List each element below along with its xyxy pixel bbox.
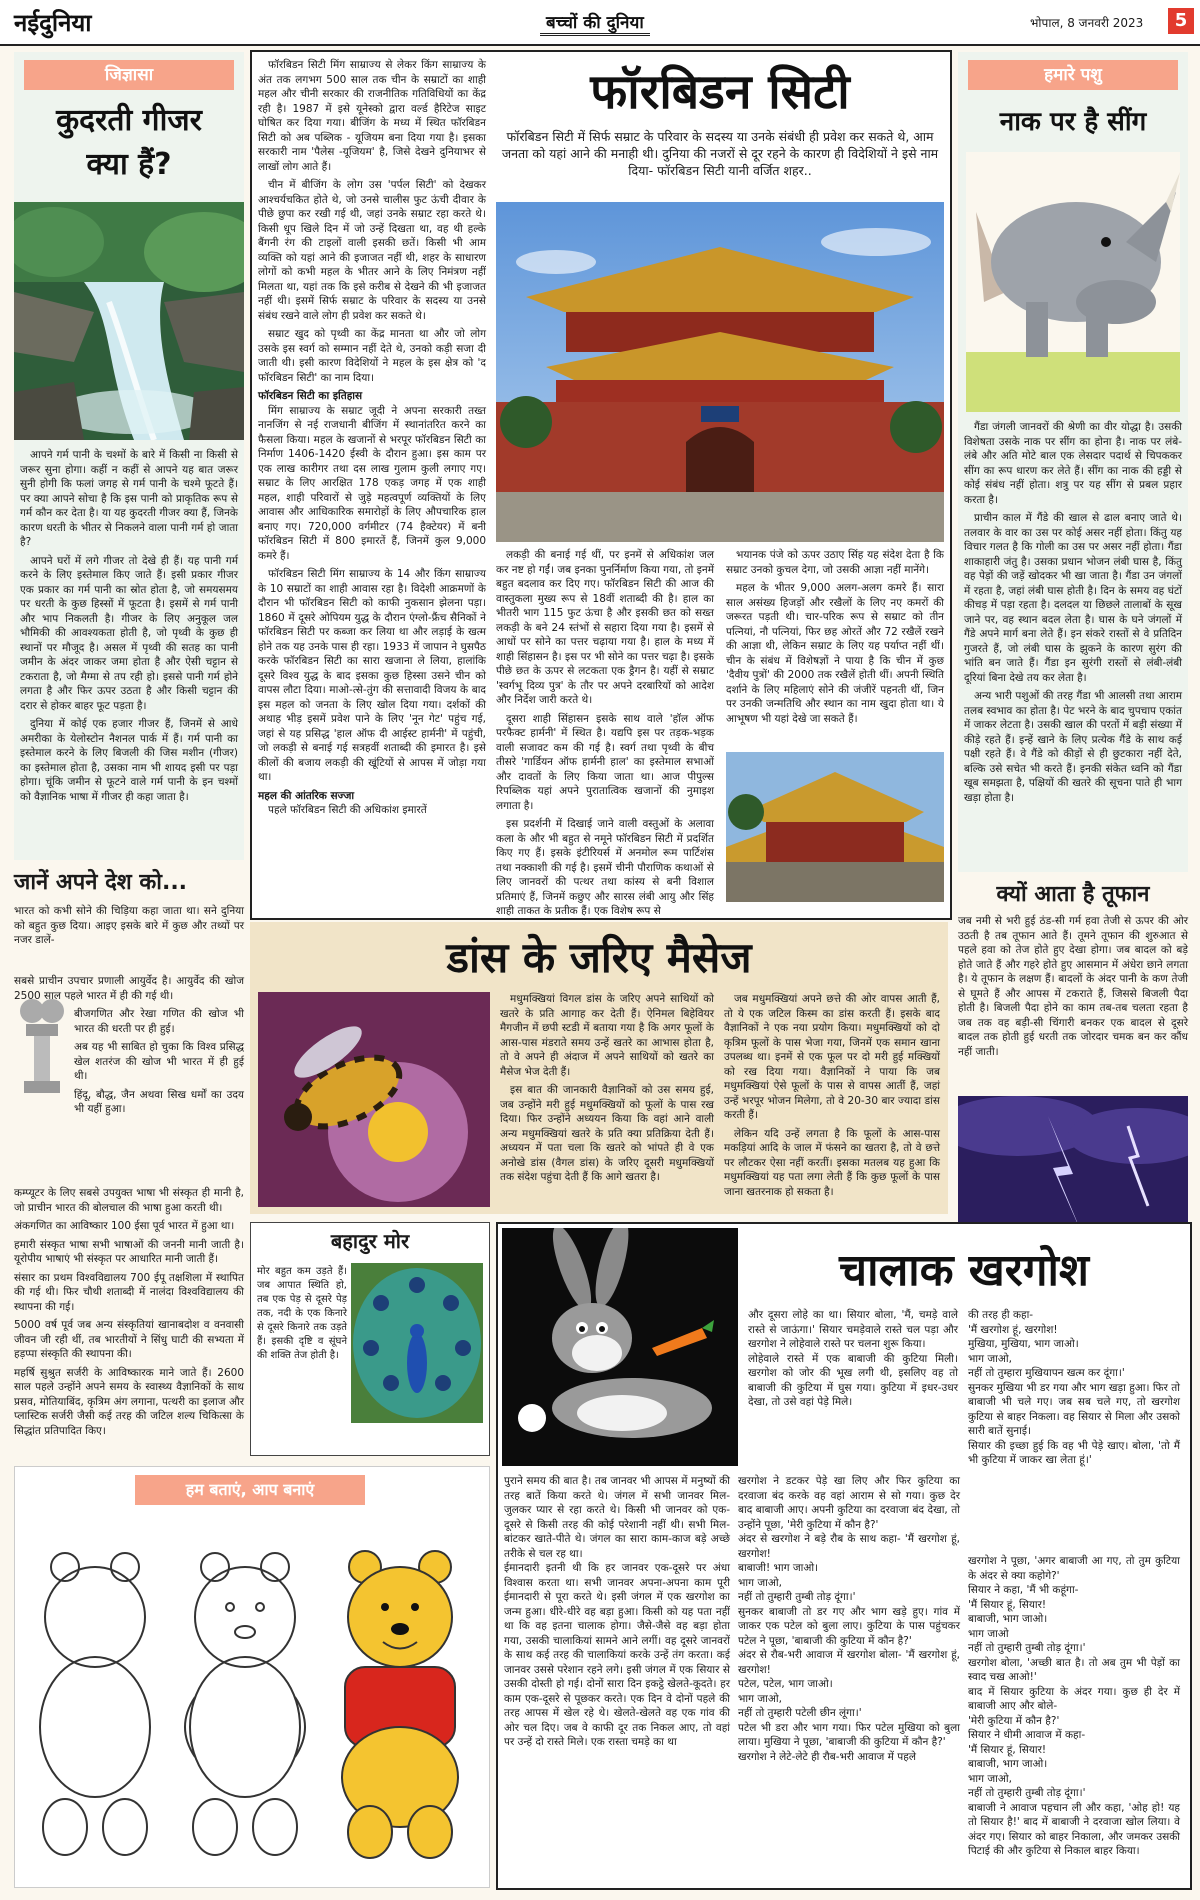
animal-paragraph: प्राचीन काल में गैंडे की खाल से ढाल बनाए जाते थे। तलवार के वार का उस पर कोई असर नहीं होता। किंतु यह विचार गलत है कि गोली का उस पर असर नहीं होता। गैंडा शाकाहारी जंतु है। उसका प्रधान भोजन लंबी घास है, किंतु वह पेड़ों की जड़ें खोदकर भी खा जाता है। गैंडा उन जंगलों में रहता है, जहां लंबी घास होती है। दिन के समय वह घंटों कीचड़ में पड़ा रहता है। दलदल या छिछले तालाबों के सूख जाने पर, वह स्थान बदल लेता है। घास के घने जंगलों में गैंडे अपने मार्ग बना लेते हैं। इन संकरे रास्तों से वे प्रतिदिन गुजरते हैं, जो लंबी घास के झुकने के कारण सुरंग की भांति बन जाते हैं। गैंडा इन सुरंगी रास्तों से लंबी-लंबी दूरियां बिना देखे तय कर लेता है। — [964, 512, 1182, 684]
forbidden-paragraph: चीन में बीजिंग के लोग उस 'पर्पल सिटी' को देखकर आश्चर्यचकित होते थे, जो उनसे चालीस फुट ऊंची दीवार के पीछे छुपा कर रखी गई थी, जहां उनके सम्राट रहा करते थे। किसी धूप खिले दिन में जो उन्हें दिखता था, वह थी हल्के बैंगनी रंग की टाइलों वाली इसकी छतें। किसी भी आम व्यक्ति को यहां आने की इजाजत नहीं थी, शहर के साधारण लोगों को कभी महल के भीतर आने के लिए निमंत्रण नहीं मिलता था, यहां तक कि इसे करीब से देखने की भी इजाजत नहीं थी। इसमें सिर्फ सम्राट के परिवार के सदस्य या उनसे संबंध रखने वाले लोग ही प्रवेश कर सकते थे। — [258, 179, 486, 322]
rabbit-col1: पुराने समय की बात है। तब जानवर भी आपस में मनुष्यों की तरह बातें किया करते थे। जंगल में सभी जानवर मिल-जुलकर प्यार से रहा करते थे। किसी भी जानवर को एक-दूसरे से किसी तरह की कोई परेशानी नहीं थी। सभी मिल-बांटकर खाते-पीते थे। जंगल का सारा काम-काज बड़े अच्छे तरीके से चल रह था। ईमानदारी इतनी थी कि हर जानवर एक-दूसरे पर अंधा विश्वास करता था। सभी जानवर अपना-अपना काम पूरी ईमानदारी से पूरा करते थे। इसी जंगल में एक खरगोश का जन्म हुआ। धीरे-धीरे वह बड़ा हुआ। किसी को यह पता नहीं था कि वह इतना चालाक होगा। जैसे-जैसे वह बड़ा होता गया, उसकी चालाकियां सामने आने लगीं। वह दूसरे जानवरों के साथ कई तरह की चालाकियां करके उन्हें तंग करता। कई जानवर उससे परेशान रहने लगे। इसी जंगल में एक सियार से उसकी दोस्ती हो गई। दोनों सारा दिन इकट्ठे खेलते-कूदते। हर काम एक-दूसरे से पूछकर करते। एक दिन वे दोनों पहले की तरह आपस में खेल रहे थे। खेलते-खेलते वह एक गांव की ओर चल दिए। जब वे काफी दूर तक निकल आए, तो वहां पर उन्हें दो रास्ते मिले। एक रास्ता चमड़े का था — [504, 1475, 730, 1748]
fact-item: कम्प्यूटर के लिए सबसे उपयुक्त भाषा भी संस्कृत ही मानी है, जो प्राचीन भारत की बोलचाल की भाषा हुआ करती थी। — [14, 1187, 244, 1214]
section-tag: हमारे पशु — [968, 60, 1178, 90]
forbidden-subheading-interior: महल की आंतरिक सज्जा — [258, 789, 355, 802]
bahadur-heading: बहादुर मोर — [330, 1229, 410, 1253]
forbidden-deck: फॉरबिडन सिटी में सिर्फ सम्राट के परिवार के सदस्य या उनके संबंधी ही प्रवेश कर सकते थे, आम जनता को यहां आने की मनाही थी। दुनिया की नजरों से दूर रहने के कारण ही विदेशियों ने इसे नाम दिया- फॉरबिडन सिटी यानी वर्जित शहर.. — [501, 129, 939, 178]
rhino-illustration — [966, 152, 1180, 412]
fact-item: सबसे प्राचीन उपचार प्रणाली आयुर्वेद है। आयुर्वेद की खोज 2500 साल पहले भारत में ही की गई थी। — [14, 975, 244, 1002]
forbidden-paragraph: फॉरबिडन सिटी मिंग साम्राज्य के 14 और किंग साम्राज्य के 10 सम्राटों का शाही आवास रहा है। विदेशी आक्रमणों के दौरान भी फॉरबिडन सिटी को काफी नुकसान झेलना पड़ा। 1860 में दूसरे ओपियम युद्ध के दौरान एंग्लो-फ्रैंच सैनिकों ने फॉरबिडन सिटी पर कब्जा कर लिया था और लड़ाई के खत्म होने तक यह उनके पास ही रहा। 1933 में जापान ने घुसपैठ करके फॉरबिडन सिटी का सारा खजाना ले लिया, हालांकि दूसरे विश्व युद्ध के बाद इसका कुछ हिस्सा उसने चीन को वापस लौटा दिया। माओ-त्से-तुंग की सत्तावादी विजय के बाद इस महल को जनता के लिए खोल दिया गया। दर्शकों की अथाह भीड़ इसमें प्रवेश पाने के लिए 'नून गेट' पहुंच गई, जहां से यह प्रसिद्ध 'हाल ऑफ दी आईस्ट हार्मनी' में पहुंची, जो लकड़ी से बनाई गई सत्रहवीं शताब्दी की इमारत है। इसे कीलों की बजाय लकड़ी की खूंटियों से आपस में जोड़ा गया था। — [258, 568, 486, 783]
desh-intro: भारत को कभी सोने की चिड़िया कहा जाता था। सने दुनिया को बहुत कुछ दिया। आइए इसके बारे में कुछ और तथ्यों पर नजर डालें- — [14, 905, 244, 946]
forbidden-col1 — [258, 58, 486, 822]
forbidden-headline: फॉरबिडन सिटी — [590, 64, 850, 120]
dance-col2 — [724, 992, 940, 1203]
bear-sketch-step1 — [25, 1527, 165, 1867]
dance-paragraph: लेकिन यदि उन्हें लगता है कि फूलों के आस-पास मकड़ियां आदि के जाल में फंसने का खतरा है, तो वे छत्ते पर लौटकर ऐसा नहीं करतीं। इसका मतलब यह हुआ कि मधुमक्खियां यह पता लगा लेती हैं कि कुछ फूलों के पास जाना खतरनाक हो सकता है। — [724, 1127, 940, 1198]
storm-text: जब नमी से भरी हुई ठंड-सी गर्म हवा तेजी से ऊपर की ओर उठती है तब तूफान आते हैं। तूमने तूफान की शुरुआत से पहले हवा को तेज होते हुए देखा होगा। जब बादल को बड़े होते जाते हैं और गहरे होते हुए आसमान में अंधेरा छाने लगता है। ये तूफान के लक्षण हैं। बादलों के अंदर पानी के कण तेजी से घूमते हैं और आपस में टकराते हैं, जिससे बिजली पैदा होती है। बिजली पैदा होने का काम तब-तब चलता रहता है जब तक वह बड़ी-सी चिंगारी बनकर एक बादल से दूसरे बादल तक होती हुई धरती तक जोरदार चमक बन कर कौंध नहीं जाती। — [958, 915, 1188, 1058]
forbidden-city-box — [250, 50, 952, 920]
desh-facts-list-2 — [14, 1186, 244, 1442]
drawing-box — [14, 1466, 490, 1888]
drawing-heading: हम बताएं, आप बनाएं — [135, 1475, 365, 1505]
forbidden-col2 — [496, 548, 714, 923]
rabbit-top-col2: की तरह ही कहा- 'मैं खरगोश हूं, खरगोश! मुखिया, मुखिया, भाग जाओ। भाग जाओ, नहीं तो तुम्हारा मुखियापन खत्म कर दूंगा।' सुनकर मुखिया भी डर गया और भाग खड़ा हुआ। फिर तो बाबाजी भी चले गए। जब सब चले गए, तो खरगोश कुटिया से बाहर निकला। वह सियार से मिला और उसको सारी बातें सुनाई। सियार की इच्छा हुई कि वह भी पेड़े खाए। बोला, 'तो मैं भी कुटिया में जाकर खा लेता हूं।' — [968, 1309, 1180, 1466]
paper-logo: नईदुनिया — [14, 8, 92, 37]
forbidden-paragraph: महल के भीतर 9,000 अलग-अलग कमरे हैं। सारा साल असंख्य हिजड़ों और रखैलों के लिए नए कमरों की जरूरत पड़ती थी। चार-परिक रूप से सम्राट को तीन पत्नियां, नौ पत्नियां, फिर छह ओरतें और 72 रखैलें रखने की आज्ञा थी, लेकिन सम्राट के लिए यह पर्याप्त नहीं थीं। चीन के संबंध में विशेषज्ञों ने पाया है कि चीन में कुछ 'दैवीय पुत्रों' की 2000 तक रखैलें होती थीं। अपनी स्थिति दर्शाने के लिए महिलाएं सोने की जंजीरें पहनती थीं, जिन पर उनकी जन्मतिथि और स्थान का नाम खुदा होता था। ये आभूषण भी यहां देखे जा सकते हैं। — [726, 582, 944, 725]
animal-box — [958, 52, 1188, 872]
jigyasa-headline-line2: क्या हैं? — [86, 147, 172, 182]
fact-item: हमारी संस्कृत भाषा सभी भाषाओं की जननी मानी जाती है। यूरोपीय भाषाएं भी संस्कृत पर आधारित मानी जाती हैं। — [14, 1238, 244, 1265]
pooh-colored — [325, 1527, 475, 1867]
jigyasa-paragraph: आपने घरों में लगे गीजर तो देखे ही हैं। यह पानी गर्म करने के लिए इस्तेमाल किए जाते हैं। इसी प्रकार गीजर एक प्रकार का गर्म पानी का स्रोत होता है, जो समयसमय पर धरती के कुछ हिस्सों में फूटता है। इसमें से गर्म पानी और भाप निकलती है। गीजर के लिए अनुकूल जल भौमिकी की आवश्यकता होती है, जो पृथ्वी के कुछ ही स्थानों पर मौजूद है। असल में पृथ्वी की सतह का पानी जमीन के अंदर जाकर जमा होता है और ऐसी चट्टान से टकराता है, जो मैग्मा से तप रही हो। इससे पानी गर्म होने लगता है और फिर ऊपर उठता है और किसी चट्टान की दरार से होकर बाहर फूट पड़ता है। — [20, 554, 238, 712]
palace-detail-photo — [726, 752, 944, 902]
desh-facts-list — [14, 975, 244, 1121]
animal-paragraph: अन्य भारी पशुओं की तरह गैंडा भी आलसी तथा आराम तलब स्वभाव का होता है। पेट भरने के बाद चुपचाप एकांत में जाकर लेटता है। उसकी खाल की परतों में बड़ी संख्या में कीड़े रहते हैं। इन्हें खाने के लिए प्रत्येक गैंडे के साथ कई पक्षी रहते हैं। वे गैंडे को कीड़ों से ही छुटकारा नहीं देते, बल्कि उसे सचेत भी करते हैं। इनकी संकेत ध्वनि को गैंडा खूब समझता है, पक्षियों की खतरे की सूचना पाते ही भाग खड़ा होता है। — [964, 690, 1182, 804]
dance-col1 — [500, 992, 714, 1189]
waterfall-photo — [14, 202, 244, 440]
dance-paragraph: इस बात की जानकारी वैज्ञानिकों को उस समय हुई, जब उन्होंने मरी हुई मधुमक्खियों को फूलों के पास रख दिया। फिर उन्होंने अध्ययन किया कि वहां आने वाली अन्य मधुमक्खियां खतरे के प्रति क्या प्रतिक्रिया देती हैं। अध्ययन में पता चला कि खतरे को भांपते ही वे एक अनोखे डांस (वैगल डांस) के जरिए दूसरी मधुमक्खियों तक संदेश पहुंचा देती हैं कि आगे खतरा है। — [500, 1084, 714, 1183]
forbidden-col3 — [726, 548, 944, 730]
fact-item: महर्षि सुश्रुत सर्जरी के आविष्कारक माने जाते हैं। 2600 साल पहले उन्होंने अपने समय के स्वास्थ्य वैज्ञानिकों के साथ प्रसव, मोतियाबिंद, कृत्रिम अंग लगाना, पत्थरी का इलाज और प्लास्टिक सर्जरी जैसी कई तरह की जटिल शल्य चिकित्सा के सिद्धांत प्रतिपादित किए। — [14, 1366, 244, 1437]
forbidden-paragraph: पहले फॉरबिडन सिटी की अधिकांश इमारतें — [268, 804, 427, 816]
fact-item: अब यह भी साबित हो चुका कि विश्व प्रसिद्ध खेल शतरंज की खोज भी भारत में ही हुई थी। — [74, 1041, 244, 1082]
bahadur-box — [250, 1222, 490, 1456]
desh-heading: जानें अपने देश को... — [14, 870, 188, 895]
animal-headline: नाक पर है सींग — [999, 107, 1147, 137]
dance-paragraph: मधुमक्खियां विगल डांस के जरिए अपने साथियों को खतरे के प्रति आगाह कर देती हैं। ऐनिमल बिहेवियर मैगजीन में छपी स्टडी में बताया गया है कि अगर फूलों के आस-पास मंडराते समय उन्हें खतरे का आभास होता है, तो वे अपने ही अंदाज में अपने साथियों को खतरे का मैसेज भेज देती हैं। — [500, 993, 714, 1078]
animal-paragraph: गैंडा जंगली जानवरों की श्रेणी का वीर योद्धा है। उसकी विशेषता उसके नाक पर सींग का होना है। नाक पर लंबे-लंबे और अति मोटे बाल एक लेसदार पदार्थ से चिपककर सींग का रूप धारण कर लेते हैं। सींग का नाक की हड्डी से कोई संबंध नहीं होता। शत्रु पर यह सींग से प्रबल प्रहार करता है। — [964, 421, 1182, 506]
forbidden-paragraph: फॉरबिडन सिटी मिंग साम्राज्य से लेकर किंग साम्राज्य के अंत तक लगभग 500 साल तक चीन के सम्राटों का शाही महल और चीनी सरकार की राजनीतिक गतिविधियों का केंद्र रही है। 1987 में इसे यूनेस्को द्वारा वर्ल्ड हैरिटेज साइट घोषित कर दिया गया। बीजिंग के मध्य में स्थित फॉरबिडन सिटी को अब पब्लिक - यूजियम बना दिया गया है। इसका सरकारी नाम 'पैलेस -यूजियम' है, जिसे देखने दुनियाभर से लाखों लोग आते हैं। — [258, 59, 486, 173]
dance-headline: डांस के जरिए मैसेज — [446, 933, 752, 982]
jigyasa-box — [14, 52, 244, 860]
forbidden-paragraph: इस प्रदर्शनी में दिखाई जाने वाली वस्तुओं के अलावा कला के और भी बहुत से नमूने फॉरबिडन सिटी में प्रदर्शित किए गए हैं। इसके इंटीरियर्स में अनमोल रूम पार्टिशंस तथा नक्काशी की गई है। इसमें चीनी पौराणिक कथाओं से लिए जानवरों की पत्थर तथा कांस्य से बनी विशाल प्रतिमाएं हैं, जिनमें कछुए और सारस लंबी आयु और सिंह शाही ताकत के प्रतीक हैं। एक विशेष रूप से — [496, 818, 714, 917]
masthead — [0, 0, 1200, 46]
jigyasa-body — [20, 448, 238, 808]
forbidden-subheading-history: फॉरबिडन सिटी का इतिहास — [258, 390, 363, 402]
fact-item: 5000 वर्ष पूर्व जब अन्य संस्कृतियां खानाबदोश व वनवासी जीवन जी रही थीं, तब भारतीयों ने सिंधु घाटी की सभ्यता में हड़प्पा संस्कृति की स्थापना की। — [14, 1319, 244, 1360]
forbidden-paragraph: सम्राट खुद को पृथ्वी का केंद्र मानता था और जो लोग उसके इस स्वर्ग को सम्मान नहीं देते थे, उनको कड़ी सजा दी जाती थी। इसी कारण विदेशियों ने महल के इस क्षेत्र को 'द फॉरबिडन सिटी' का नाम दिया। — [258, 328, 486, 384]
rabbit-col2: खरगोश ने डटकर पेड़े खा लिए और फिर कुटिया का दरवाजा बंद करके वह वहां आराम से सो गया। कुछ देर बाद बाबाजी आए। अपनी कुटिया का दरवाजा बंद देखा, तो उन्होंने पूछा, 'मेरी कुटिया में कौन है?' अंदर से खरगोश ने बड़े रौब के साथ कहा- 'मैं खरगोश हूं, खरगोश! बाबाजी! भाग जाओ। भाग जाओ, नहीं तो तुम्हारी तुम्बी तोड़ दूंगा।' सुनकर बाबाजी तो डर गए और भाग खड़े हुए। गांव में जाकर एक पटेल को बुला लाए। कुटिया के पास पहुंचकर पटेल ने पूछा, 'बाबाजी की कुटिया में कौन है?' अंदर से रौब-भरी आवाज में खरगोश बोला- 'मैं खरगोश हूं, खरगोश! पटेल, पटेल, भाग जाओ। भाग जाओ, नहीं तो तुम्हारी पटेली छीन लूंगा।' पटेल भी डरा और भाग गया। फिर पटेल मुखिया को बुला लाया। मुखिया ने पूछा, 'बाबाजी की कुटिया में कौन है?' खरगोश ने लेटे-लेटे ही रौब-भरी आवाज में पहले — [738, 1475, 960, 1763]
rabbit-col3: खरगोश ने पूछा, 'अगर बाबाजी आ गए, तो तुम कुटिया के अंदर से क्या कहोगे?' सियार ने कहा, 'मैं भी कहूंगा- 'मैं सियार हूं, सियार! बाबाजी, भाग जाओ। भाग जाओ नहीं तो तुम्हारी तुम्बी तोड़ दूंगा।' खरगोश बोला, 'अच्छी बात है। तो अब तुम भी पेड़ों का स्वाद चख आओ!' बाद में सियार कुटिया के अंदर गया। कुछ ही देर में बाबाजी आए और बोले- 'मेरी कुटिया में कौन है?' सियार ने धीमी आवाज में कहा- 'मैं सियार हूं, सियार! बाबाजी, भाग जाओ। भाग जाओ, नहीं तो तुम्हारी तुम्बी तोड़ दूंगा।' बाबाजी ने आवाज पहचान ली और कहा, 'ओह हो! यह तो सियार है!' बाद में बाबाजी ने दरवाजा खोल लिया। वे अंदर गए। सियार को बाहर निकाला, और जमकर उसकी पिटाई की और कुटिया से निकाल बाहर किया। — [968, 1555, 1180, 1857]
dance-box — [250, 922, 948, 1214]
bahadur-text: मोर बहुत कम उड़ते हैं। जब आपात स्थिति हो, तब एक पेड़ से दूसरे पेड़ तक, नदी के एक किनारे से दूसरे किनारे तक उड़ते हैं। इसकी दृष्टि व सूंघने की शक्ति तेज होती है। — [257, 1266, 347, 1361]
animal-body — [964, 420, 1182, 809]
jigyasa-paragraph: आपने गर्म पानी के चश्मों के बारे में किसी ना किसी से जरूर सुना होगा। कहीं न कहीं से आपने यह बात जरूर सुनी होगी कि फलां जगह से गर्म पानी के चश्मे फूटते हैं। पर क्या आपने सोचा है कि इस पानी को प्राकृतिक रूप से गर्म कौन कर देता है। या यह कुदरती गीजर क्या हैं, जिनके कारण धरती के भीतर से निकलने वाला पानी गर्म हो जाता है? — [20, 449, 238, 548]
desh-box — [14, 866, 244, 1456]
dateline: भोपाल, 8 जनवरी 2023 — [1030, 16, 1144, 30]
forbidden-paragraph: भयानक पंजे को ऊपर उठाए सिंह यह संदेश देता है कि सम्राट उनको कुचल देगा, जो उसकी आज्ञा नहीं मानेंगे। — [726, 549, 944, 576]
fact-item: बीजगणित और रेखा गणित की खोज भी भारत की धरती पर ही हुई। — [74, 1008, 244, 1035]
bear-sketch-step2 — [175, 1527, 315, 1867]
fact-item: हिंदू, बौद्ध, जैन अथवा सिख धर्मों का उदय भी यहीं हुआ। — [74, 1088, 244, 1115]
jigyasa-headline-line1: कुदरती गीजर — [56, 103, 202, 138]
page-number: 5 — [1168, 8, 1194, 34]
forbidden-paragraph: मिंग साम्राज्य के सम्राट जूदी ने अपना सरकारी तख्त नानजिंग से नई राजधानी बीजिंग में स्थानांतरित करने का फैसला किया। महल के खजानों से भरपूर फॉरबिडन सिटी का निर्माण 1406-1420 ईस्वी के दौरान हुआ। इस काम पर एक लाख कारीगर तथा दस लाख गुलाम कुली लगाए गए। सम्राट के लिए आरक्षित 178 एकड़ जगह में एक शाही महल, शाही परिवारों से जुड़े महत्वपूर्ण व्यक्तियों के लिए आवास और आधिकारिक समारोहों के लिए औपचारिक हाल बनाए गए। 720,000 वर्गमीटर (74 हैक्टेयर) में बनी फॉरबिडन सिटी में 800 इमारतें हैं, जिनमें कुल 9,000 कमरे हैं। — [258, 404, 486, 562]
storm-box — [958, 878, 1188, 1278]
forbidden-paragraph: दूसरा शाही सिंहासन इसके साथ वाले 'हॉल ऑफ परफैक्ट हार्मनी' में स्थित है। यद्यपि इस पर तड़क-भड़क वाली सजावट कम की गई है। स्वर्ग तथा पृथ्वी के बीच तीसरे 'गार्डियन ऑफ हार्मनी हाल' का इस्तेमाल सभाओं और दावतों के लिए किया जाता था। आज पीपुल्स रिपब्लिक यहां अपने पुरातात्विक खजानों की नुमाइश लगाता है। — [496, 712, 714, 812]
storm-heading: क्यों आता है तूफान — [996, 882, 1150, 907]
rabbit-story-box — [496, 1222, 1192, 1890]
dance-paragraph: जब मधुमक्खियां अपने छत्ते की ओर वापस आती हैं, तो ये एक जटिल किस्म का डांस करती हैं। इसके बाद वैज्ञानिकों ने एक नया प्रयोग किया। मधुमक्खियों को दो कृत्रिम फूलों के पास भेजा गया, जिनमें एक समान खाना उपलब्ध था। इनमें से एक फूल पर दो मरी हुई मक्खियों को रख दिया गया। वैज्ञानिकों ने पाया कि जब मधुमक्खियां ऐसे फूलों के पास से वापस आतीं हैं, जहां उन्हें भरपूर भोजन मिलेगा, तो वे 20-30 बार ज्यादा डांस करती हैं। — [724, 993, 940, 1121]
rabbit-headline: चालाक खरगोश — [839, 1245, 1089, 1296]
fact-item: अंकगणित का आविष्कार 100 ईसा पूर्व भारत में हुआ था। — [14, 1220, 235, 1232]
bugs-bunny-illustration — [502, 1228, 738, 1466]
section-tag: जिज्ञासा — [24, 60, 234, 90]
fact-item: संसार का प्रथम विश्वविद्यालय 700 ईपू तक्षशिला में स्थापित की गई थी। फिर चौथी शताब्दी में नालंदा विश्वविद्यालय की स्थापना की गई। — [14, 1271, 244, 1313]
forbidden-paragraph: लकड़ी की बनाई गई थीं, पर इनमें से अधिकांश जल कर नष्ट हो गईं। जब इनका पुनर्निर्माण किया गया, तो इनमें बहुत बदलाव कर दिए गए। फॉरबिडन सिटी की आज की वास्तुकला मुख्य रूप से 18वीं शताब्दी की है। हाल का भीतरी भाग 115 फुट ऊंचा है और इसकी छत को सख्त लकड़ी के बने 24 स्तंभों से सहारा दिया गया है। इसमें से आधों पर सोने का पत्तर चढ़ाया गया है। हाल के मध्य में शाही सिंहासन है। इस पर भी सोने का पत्तर चढ़ा है। इसके पीछे छत के ऊपर से लटकता एक ड्रैगन है। यहीं से सम्राट 'स्वर्गभू दिव्य पुत्र' के तौर पर अपने दरबारियों को आदेश और निर्देश जारी करते थे। — [496, 549, 714, 706]
section-title: बच्चों की दुनिया — [540, 10, 650, 36]
peacock-photo — [351, 1263, 483, 1423]
palace-photo — [496, 202, 944, 542]
bee-photo — [258, 992, 490, 1207]
jigyasa-paragraph: दुनिया में कोई एक हजार गीजर हैं, जिनमें से आधे अमरीका के येलोस्टोन नैशनल पार्क में हैं। गर्म पानी का इस्तेमाल करने के लिए बिजली की जिस मशीन (गीजर) का इस्तेमाल होता है, उसका नाम भी शायद इसी पर पड़ा होगा। चूंकि जमीन से फूटने वाले गर्म पानी के इन चश्मों को वैज्ञानिक भाषा में गीजर ही कहा जाता है। — [20, 718, 238, 803]
rabbit-top-col1: और दूसरा लोहे का था। सियार बोला, 'मैं, चमड़े वाले रास्ते से जाऊंगा।' सियार चमड़ेवाले रास्ते चल पड़ा और खरगोश ने लोहेवाले रास्ते पर चलना शुरू किया। लोहेवाले रास्ते में एक बाबाजी की कुटिया मिली। खरगोश को जोर की भूख लगी थी, इसलिए वह तो बाबाजी की कुटिया में घुस गया। कुटिया में इधर-उधर देखा, तो उसे वहां पेड़े मिले। — [748, 1309, 958, 1408]
